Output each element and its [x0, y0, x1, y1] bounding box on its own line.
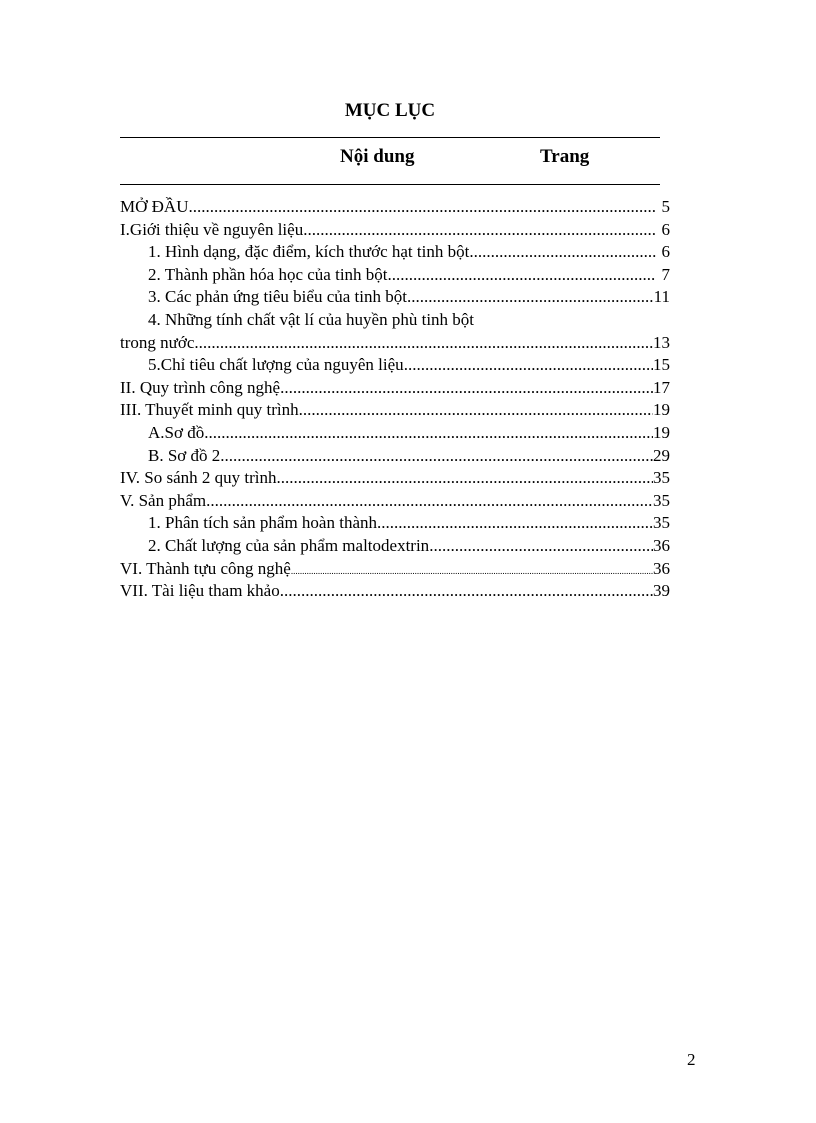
leader-dots [280, 580, 653, 603]
toc-entry-tai-lieu [120, 580, 670, 603]
toc-entry-label: IV. So sánh 2 quy trình [120, 468, 277, 488]
toc-entry-label: 1. Phân tích sản phẩm hoàn thành [148, 513, 377, 533]
leader-dots [404, 354, 653, 377]
toc-entry-label: I.Giới thiệu về nguyên liệu [120, 219, 304, 239]
leader-dots [291, 558, 653, 583]
leader-dots [194, 332, 653, 355]
toc-entry-page: 35 [653, 490, 670, 510]
toc-entry-phan-ung [120, 286, 670, 309]
toc-entry-label: VII. Tài liệu tham khảo [120, 581, 280, 601]
toc-entry-gioi-thieu [120, 219, 670, 242]
toc-entry-label: 2. Thành phần hóa học của tinh bột [148, 264, 388, 284]
toc-entry-label: 4. Những tính chất vật lí của huyền phù tinh bột [148, 309, 475, 329]
toc-entry-page: 13 [653, 332, 670, 352]
toc-entry-page: 19 [653, 400, 670, 420]
leader-dots [299, 399, 653, 422]
toc-entry-label: V. Sản phẩm [120, 490, 207, 510]
toc-entry-hinh-dang [120, 241, 670, 264]
leader-dots [388, 264, 656, 287]
toc-entry-label: trong nước [120, 332, 195, 352]
toc-entry-chat-luong [120, 535, 670, 558]
toc-entry-label: 3. Các phản ứng tiêu biểu của tinh bột [148, 287, 407, 307]
toc-entry-page: 7 [661, 264, 670, 284]
toc-entry-page: 6 [661, 219, 670, 239]
leader-dots [407, 286, 654, 309]
leader-dots [206, 490, 653, 513]
toc-entry-page: 6 [661, 242, 670, 262]
leader-dots [429, 535, 653, 558]
header-content-label: Nội dung [340, 146, 415, 167]
toc-entry-mo-dau [120, 196, 670, 219]
toc-entry-tinh-chat-line1 [120, 309, 670, 332]
toc-entry-quy-trinh [120, 377, 670, 400]
toc-entry-page: 35 [653, 513, 670, 533]
toc-entry-so-do-a [120, 422, 670, 445]
toc-entry-thuyet-minh [120, 399, 670, 422]
leader-dots [276, 467, 653, 490]
toc-entry-label: 5.Chỉ tiêu chất lượng của nguyên liệu [148, 355, 404, 375]
toc-entry-label: II. Quy trình công nghệ [120, 377, 281, 397]
header-rule-bottom [120, 184, 660, 185]
leader-dots [377, 512, 653, 535]
toc-entry-page: 36 [653, 535, 670, 555]
toc-entry-page: 5 [661, 197, 670, 216]
table-of-contents [120, 196, 670, 603]
toc-entry-page: 17 [653, 377, 670, 397]
toc-entry-thanh-tuu [120, 558, 670, 581]
toc-entry-page: 35 [653, 468, 670, 488]
toc-entry-thanh-phan [120, 264, 670, 287]
toc-entry-label: III. Thuyết minh quy trình [120, 400, 299, 420]
toc-entry-label: 1. Hình dạng, đặc điểm, kích thước hạt tinh bột [148, 242, 470, 262]
leader-dots [220, 445, 653, 468]
toc-entry-label: 2. Chất lượng của sản phẩm maltodextrin [148, 535, 430, 555]
page-title: MỤC LỤC [344, 100, 436, 121]
toc-entry-page: 15 [653, 355, 670, 375]
toc-entry-phan-tich [120, 512, 670, 535]
toc-entry-san-pham [120, 490, 670, 513]
leader-dots [204, 422, 653, 445]
leader-dots [188, 196, 656, 219]
header-rule-top [120, 137, 660, 138]
toc-entry-label: MỞ ĐẦU [120, 197, 189, 216]
header-page-label: Trang [540, 146, 590, 167]
toc-entry-page: 19 [653, 422, 670, 442]
toc-entry-tinh-chat-line2 [120, 332, 670, 355]
leader-dots [280, 377, 653, 400]
page-number: 2 [687, 1050, 696, 1069]
toc-entry-page: 39 [653, 581, 670, 601]
toc-entry-label: B. Sơ đồ 2 [148, 445, 221, 465]
leader-dots [469, 241, 656, 264]
toc-entry-label: VI. Thành tựu công nghệ [120, 558, 291, 578]
toc-entry-so-do-b [120, 445, 670, 468]
toc-entry-page: 11 [653, 287, 670, 307]
toc-entry-label: A.Sơ đồ [148, 422, 205, 442]
toc-entry-chi-tieu [120, 354, 670, 377]
toc-entry-so-sanh [120, 467, 670, 490]
leader-dots [303, 219, 656, 242]
toc-entry-page: 29 [653, 445, 670, 465]
toc-entry-page: 36 [653, 558, 670, 578]
